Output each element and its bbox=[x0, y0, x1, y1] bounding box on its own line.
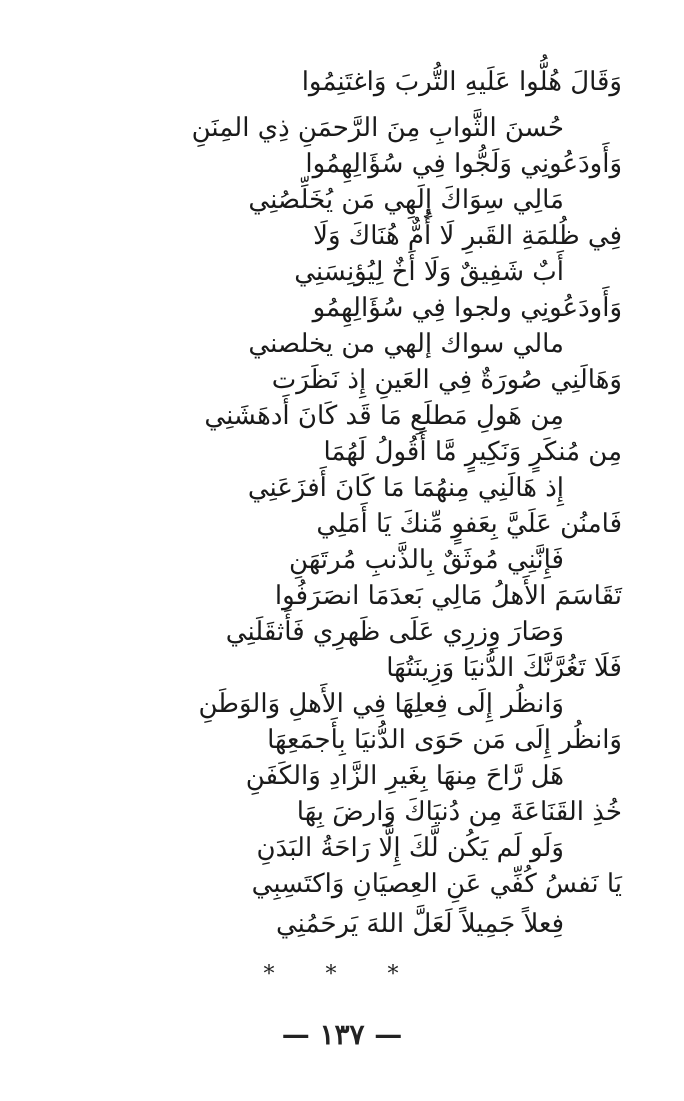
verse-line: وَانظُر إِلَى فِعلِهَا فِي الأَهلِ وَالوَطَنِ bbox=[198, 689, 564, 719]
verse-line: وَلَو لَم يَكُن لَّكَ إِلَّا رَاحَةُ البَدَنِ bbox=[256, 833, 564, 863]
verse-line: وَصَارَ وِزرِي عَلَى ظَهرِي فَأَثقَلَنِي bbox=[225, 617, 564, 647]
verse-line: وَأَودَعُونِي وَلَجُّوا فِي سُؤَالِهِمُوا bbox=[305, 149, 622, 179]
verse-line: خُذِ القَنَاعَةَ مِن دُنيَاكَ وَارضَ بِهَا bbox=[296, 797, 622, 827]
verse-line: حُسنَ الثَّوابِ مِنَ الرَّحمَنِ ذِي المِنَنِ bbox=[191, 113, 564, 143]
verse-line: مَالِي سِوَاكَ إِلَهِي مَن يُخَلِّصُنِي bbox=[248, 185, 564, 215]
page-number: — ١٣٧ — bbox=[281, 1018, 403, 1051]
verse-line: وَانظُر إِلَى مَن حَوَى الدُّنيَا بِأَجمَعِهَا bbox=[267, 725, 622, 755]
verse-line: مالي سواك إلهي من يخلصني bbox=[248, 329, 564, 359]
verse-line: إِذ هَالَنِي مِنهُمَا مَا كَانَ أَفزَعَنِي bbox=[247, 473, 564, 503]
verse-line: يَا نَفسُ كُفِّي عَنِ العِصيَانِ وَاكتَسِبِي bbox=[251, 869, 622, 899]
verse-line: فِعلاً جَمِيلاً لَعَلَّ اللهَ يَرحَمُنِي bbox=[275, 909, 564, 939]
verse-line: فَلَا تَغُرَّنَّكَ الدُّنيَا وَزِينَتُهَا bbox=[386, 653, 622, 683]
verse-line: هَل رَّاحَ مِنهَا بِغَيرِ الزَّادِ وَالكَفَنِ bbox=[245, 761, 564, 791]
verse-line: فَامنُن عَلَيَّ بِعَفوٍ مِّنكَ يَا أَمَلِي bbox=[316, 509, 622, 539]
verse-line: وَهَالَنِي صُورَةٌ فِي العَينِ إِذ نَظَرَت bbox=[271, 365, 622, 395]
verse-line: تَقَاسَمَ الأَهلُ مَالِي بَعدَمَا انصَرَفُوا bbox=[274, 581, 622, 611]
verse-line: فِي ظُلمَةِ القَبرِ لَا أُمٌّ هُنَاكَ وَلَا bbox=[313, 221, 622, 251]
section-separator: * * * bbox=[263, 962, 421, 987]
verse-line: وَقَالَ هُلُّوا عَلَيهِ التُّربَ وَاغتَنِمُوا bbox=[301, 67, 622, 97]
verse-line: فَإِنَّنِي مُوثَقٌ بِالذَّنبِ مُرتَهَنِ bbox=[289, 545, 564, 575]
verse-line: مِن مُنكَرٍ وَنَكِيرٍ مَّا أَقُولُ لَهُمَا bbox=[323, 437, 622, 467]
verse-line: أَبٌ شَفِيقٌ وَلَا أَخٌ لِيُؤنِسَنِي bbox=[294, 257, 564, 287]
verse-line: وَأَودَعُونِي ولجوا فِي سُؤَالِهِمُو bbox=[312, 293, 622, 323]
verse-line: مِن هَولِ مَطلَعِ مَا قَد كَانَ أَدهَشَنِي bbox=[204, 401, 564, 431]
